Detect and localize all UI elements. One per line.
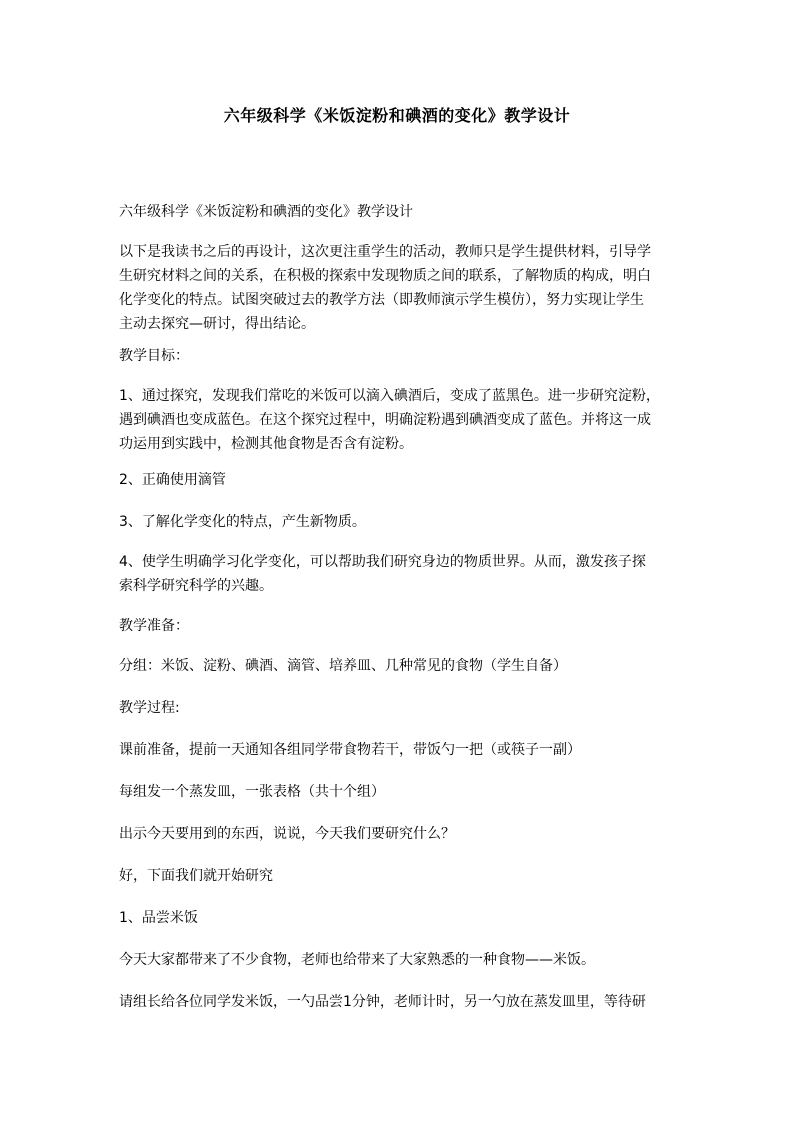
text-line: 今天大家都带来了不少食物，老师也给带来了大家熟悉的一种食物——米饭。 [119, 952, 595, 968]
text-line: 1、品尝米饭 [119, 910, 198, 926]
heading-teaching-process [119, 696, 679, 720]
text-line: 索科学研究科学的兴趣。 [119, 578, 273, 594]
text-line: 化学变化的特点。试图突破过去的教学方法（即教师演示学生模仿），努力实现让学生 [119, 292, 644, 308]
text-line: 好，下面我们就开始研究 [119, 868, 273, 884]
text-line: 1、通过探究，发现我们常吃的米饭可以滴入碘酒后，变成了蓝黑色。进一步研究淀粉， [119, 388, 660, 404]
heading-teaching-prep [119, 614, 679, 638]
paragraph-goal-2 [119, 468, 679, 492]
paragraph-group-dish [119, 780, 679, 804]
paragraph-show-items [119, 822, 679, 846]
text-line: 4、使学生明确学习化学变化，可以帮助我们研究身边的物质世界。从而，激发孩子探 [119, 554, 646, 570]
paragraph-subtitle [119, 200, 679, 224]
text-line: 以下是我读书之后的再设计，这次更注重学生的活动，教师只是学生提供材料，引导学 [119, 244, 651, 260]
text-line: 功运用到实践中，检测其他食物是否含有淀粉。 [119, 436, 413, 452]
text-line: 3、了解化学变化的特点，产生新物质。 [119, 514, 366, 530]
paragraph-goal-4 [119, 550, 679, 598]
text-line: 教学准备： [119, 618, 189, 634]
paragraph-start [119, 864, 679, 888]
paragraph-pre-class [119, 738, 679, 762]
text-line: 生研究材料之间的关系，在积极的探索中发现物质之间的联系，了解物质的构成，明白 [119, 268, 651, 284]
paragraph-rice-intro [119, 948, 679, 972]
heading-step-1 [119, 906, 679, 930]
paragraph-goal-1 [119, 384, 679, 456]
text-line: 遇到碘酒也变成蓝色。在这个探究过程中，明确淀粉遇到碘酒变成了蓝色。并将这一成 [119, 412, 651, 428]
text-line: 出示今天要用到的东西，说说，今天我们要研究什么？ [119, 826, 455, 842]
text-line: 每组发一个蒸发皿，一张表格（共十个组） [119, 784, 385, 800]
heading-teaching-goals [119, 344, 679, 368]
text-line: 教学过程: [119, 700, 180, 716]
paragraph-intro [119, 240, 679, 336]
paragraph-materials [119, 654, 679, 678]
text-line: 分组：米饭、淀粉、碘酒、滴管、培养皿、几种常见的食物（学生自备） [119, 658, 567, 674]
text-line: 主动去探究—研讨，得出结论。 [119, 316, 315, 332]
text-line: 六年级科学《米饭淀粉和碘酒的变化》教学设计 [119, 204, 413, 220]
text-line: 课前准备，提前一天通知各组同学带食物若干，带饭勺一把（或筷子一副） [119, 742, 581, 758]
paragraph-rice-tasting [119, 990, 679, 1014]
paragraph-goal-3 [119, 510, 679, 534]
text-line: 请组长给各位同学发米饭，一勺品尝1分钟，老师计时，另一勺放在蒸发皿里，等待研 [119, 994, 646, 1010]
text-line: 教学目标： [119, 348, 189, 364]
text-line: 2、正确使用滴管 [119, 472, 226, 488]
document-title: 六年级科学《米饭淀粉和碘酒的变化》教学设计 [223, 106, 571, 125]
